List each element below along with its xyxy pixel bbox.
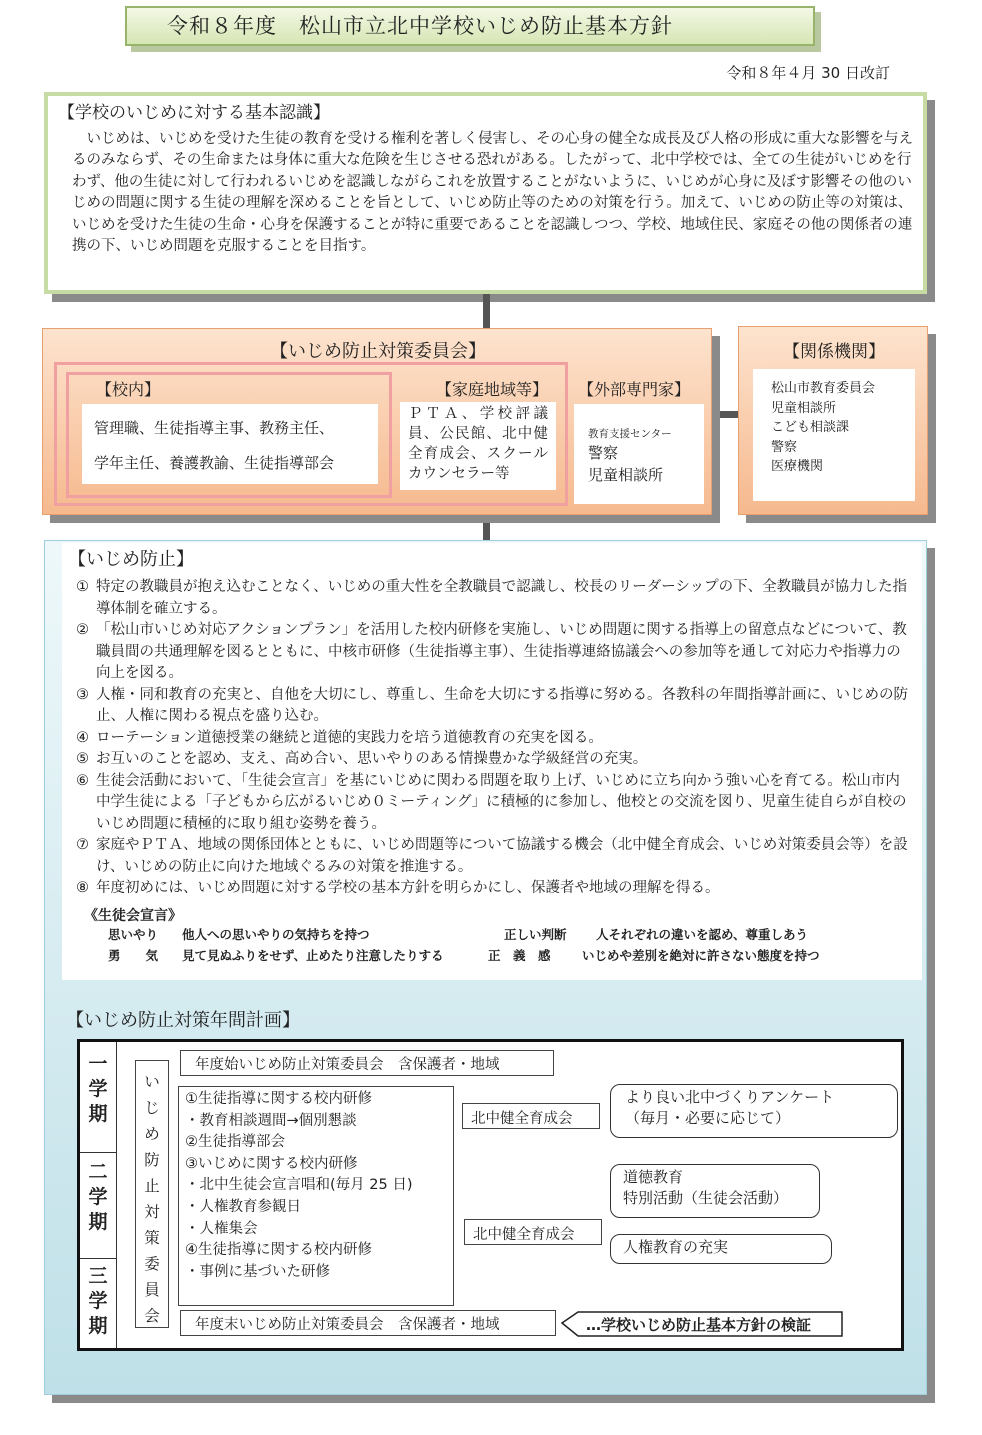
external-item3: 児童相談所 (588, 466, 664, 484)
creed-heading: 《生徒会宣言》 (84, 908, 182, 924)
activity-item: ②生徒指導部会 (185, 1134, 285, 1151)
basic-recognition-heading: 【学校のいじめに対する基本認識】 (58, 103, 330, 123)
activity-item: ①生徒指導に関する校内研修 (185, 1091, 372, 1107)
school-members-line1: 管理職、生徒指導主事、教務主任、 (94, 419, 335, 437)
activity-item: ③いじめに関する校内研修 (185, 1155, 358, 1172)
prevention-item: ⑧ 年度初めには、いじめ問題に対する学校の基本方針を明らかにし、保護者や地域の理解を得る。 (76, 880, 720, 896)
related-org-item: 警察 (771, 439, 798, 455)
committee-vertical-label: い じ め 防 止 対 策 委 員 会 (135, 1060, 169, 1328)
moral-education-bubble: 道徳教育 特別活動（生徒会活動） (610, 1164, 820, 1218)
activity-item: ・北中生徒会宣言唱和(毎月 25 日) (185, 1177, 413, 1194)
basic-recognition-box (44, 92, 927, 294)
creed-value: 他人への思いやりの気持ちを持つ (182, 927, 370, 942)
revision-date: 令和８年４月 30 日改訂 (726, 64, 890, 82)
related-org-item: 医療機関 (771, 459, 824, 474)
prevention-item: ⑤ お互いのことを認め、支え、高め合い、思いやりのある情操豊かな学級経営の充実。 (76, 751, 648, 767)
term-3: 三 学 期 (88, 1265, 108, 1337)
prevention-item: ④ ローテーション道徳授業の継続と道徳的実践力を培う道徳教育の充実を図る。 (76, 729, 603, 746)
basic-recognition-text: いじめは、いじめを受けた生徒の教育を受ける権利を著しく侵害し、その心身の健全な成長及び人格の形成に重大な影響を与えるのみならず、その生命または身体に重大な危険を生じさせる恐れがある。したがって、北中学校では、全ての生徒がいじめを行わず、他の生徒に対して行われるいじめを認識しながらこれを放置することがないように、いじめが心身に及ぼす影響その他のいじめの問題に関する生徒の理解を深めることを旨として、いじめ防止等のための対策を行う。加えて、いじめの防止等の対策は、いじめを受けた生徒の生命・心身を保護することが特に重要であることを認識しつつ、学校、地域住民、家庭その他の関係者の連携の下、いじめ問題を克服することを目指す。 (72, 131, 913, 255)
related-org-item: 児童相談所 (771, 400, 837, 416)
creed-key: 正しい判断 (504, 927, 567, 942)
end-meeting-box: 年度末いじめ防止対策委員会 含保護者・地域 (180, 1310, 556, 1336)
start-meeting-box: 年度始いじめ防止対策委員会 含保護者・地域 (180, 1050, 554, 1076)
committee-heading: 【いじめ防止対策委員会】 (270, 341, 486, 362)
survey-bubble: より良い北中づくりアンケート （毎月・必要に応じて） (610, 1084, 898, 1138)
related-orgs-list (753, 369, 915, 501)
external-label: 【外部専門家】 (578, 380, 691, 399)
creed-value: いじめや差別を絶対に許さない態度を持つ (582, 948, 820, 963)
prevention-item: ① 特定の教職員が抱え込むことなく、いじめの重大性を全教職員で認識し、校長のリーダーシップの下、全教職員が協力した指導体制を確立する。 (76, 579, 908, 617)
creed-key: 思いやり (108, 927, 159, 942)
creed-value: 見て見ぬふりをせず、止めたり注意したりする (182, 948, 444, 963)
activity-item: ・人権教育参観日 (185, 1198, 301, 1215)
prevention-list (62, 577, 912, 900)
activity-item: ・教育相談週間→個別懇談 (185, 1112, 357, 1129)
related-orgs-box (738, 326, 928, 515)
school-label: 【校内】 (96, 380, 161, 399)
hokuchu-association-2: 北中健全育成会 (464, 1219, 602, 1245)
related-orgs-heading: 【関係機関】 (783, 342, 885, 362)
page-title: 令和８年度 松山市立北中学校いじめ防止基本方針 (125, 6, 815, 46)
prevention-item: ③ 人権・同和教育の充実と、自他を大切にし、尊重し、生命を大切にする指導に努める。各教科の年間指導計画に、いじめの防止、人権に関わる視点を盛り込む。 (76, 686, 908, 724)
related-org-item: こども相談課 (771, 420, 850, 435)
external-members-box (574, 404, 704, 504)
activity-item: ④生徒指導に関する校内研修 (185, 1242, 372, 1259)
hokuchu-association-1: 北中健全育成会 (462, 1103, 600, 1129)
activity-item: ・事例に基づいた研修 (185, 1263, 330, 1280)
prevention-item: ⑦ 家庭やＰＴＡ、地域の関係団体とともに、いじめ問題等について協議する機会（北中健全育成会、いじめ対策委員会等）を設け、いじめの防止に向けた地域ぐるみの対策を推進する。 (76, 837, 908, 875)
term-1: 一 学 期 (88, 1053, 108, 1125)
verify-text: …学校いじめ防止基本方針の検証 (586, 1316, 812, 1334)
term-2: 二 学 期 (88, 1161, 108, 1233)
family-label: 【家庭地域等】 (436, 380, 549, 399)
activity-list (178, 1086, 454, 1306)
school-members-box (82, 404, 378, 484)
creed-value: 人それぞれの違いを認め、尊重しあう (596, 927, 809, 942)
prevention-box (62, 543, 922, 980)
external-item1: 教育支援センター (588, 428, 672, 440)
school-members-line2: 学年主任、養護教諭、生徒指導部会 (94, 454, 335, 472)
family-members-text: ＰＴＡ、学校評議員、公民館、北中健全育成会、スクールカウンセラー等 (400, 402, 556, 490)
connector-line (483, 294, 490, 328)
creed-key: 正 義 感 (488, 948, 551, 963)
human-rights-bubble: 人権教育の充実 (610, 1234, 832, 1264)
term-column (80, 1042, 117, 1348)
plan-box (77, 1039, 904, 1351)
activity-item: ・人権集会 (185, 1220, 258, 1237)
prevention-heading: 【いじめ防止】 (68, 549, 194, 570)
prevention-item: ⑥ 生徒会活動において、「生徒会宣言」を基にいじめに関わる問題を取り上げ、いじめに立ち向かう強い心を育てる。松山市内中学生徒による「子どもから広がるいじめ０ミーティング」に積極的に参加し、他校との交流を図り、児童生徒自らが自校のいじめ問題に積極的に取り組む姿勢を養う。 (76, 772, 907, 832)
prevention-item: ② 「松山市いじめ対応アクションプラン」を活用した校内研修を実施し、いじめ問題に関する指導上の留意点などについて、教職員間の共通理解を図るとともに、中核市研修（生徒指導主事）、生徒指導連絡協議会への参加等を通して対応力や指導力の向上を図る。 (76, 622, 907, 681)
related-org-item: 松山市教育委員会 (771, 381, 876, 396)
creed-key: 勇 気 (108, 948, 159, 963)
external-item2: 警察 (588, 444, 619, 462)
plan-heading: 【いじめ防止対策年間計画】 (66, 1010, 300, 1031)
